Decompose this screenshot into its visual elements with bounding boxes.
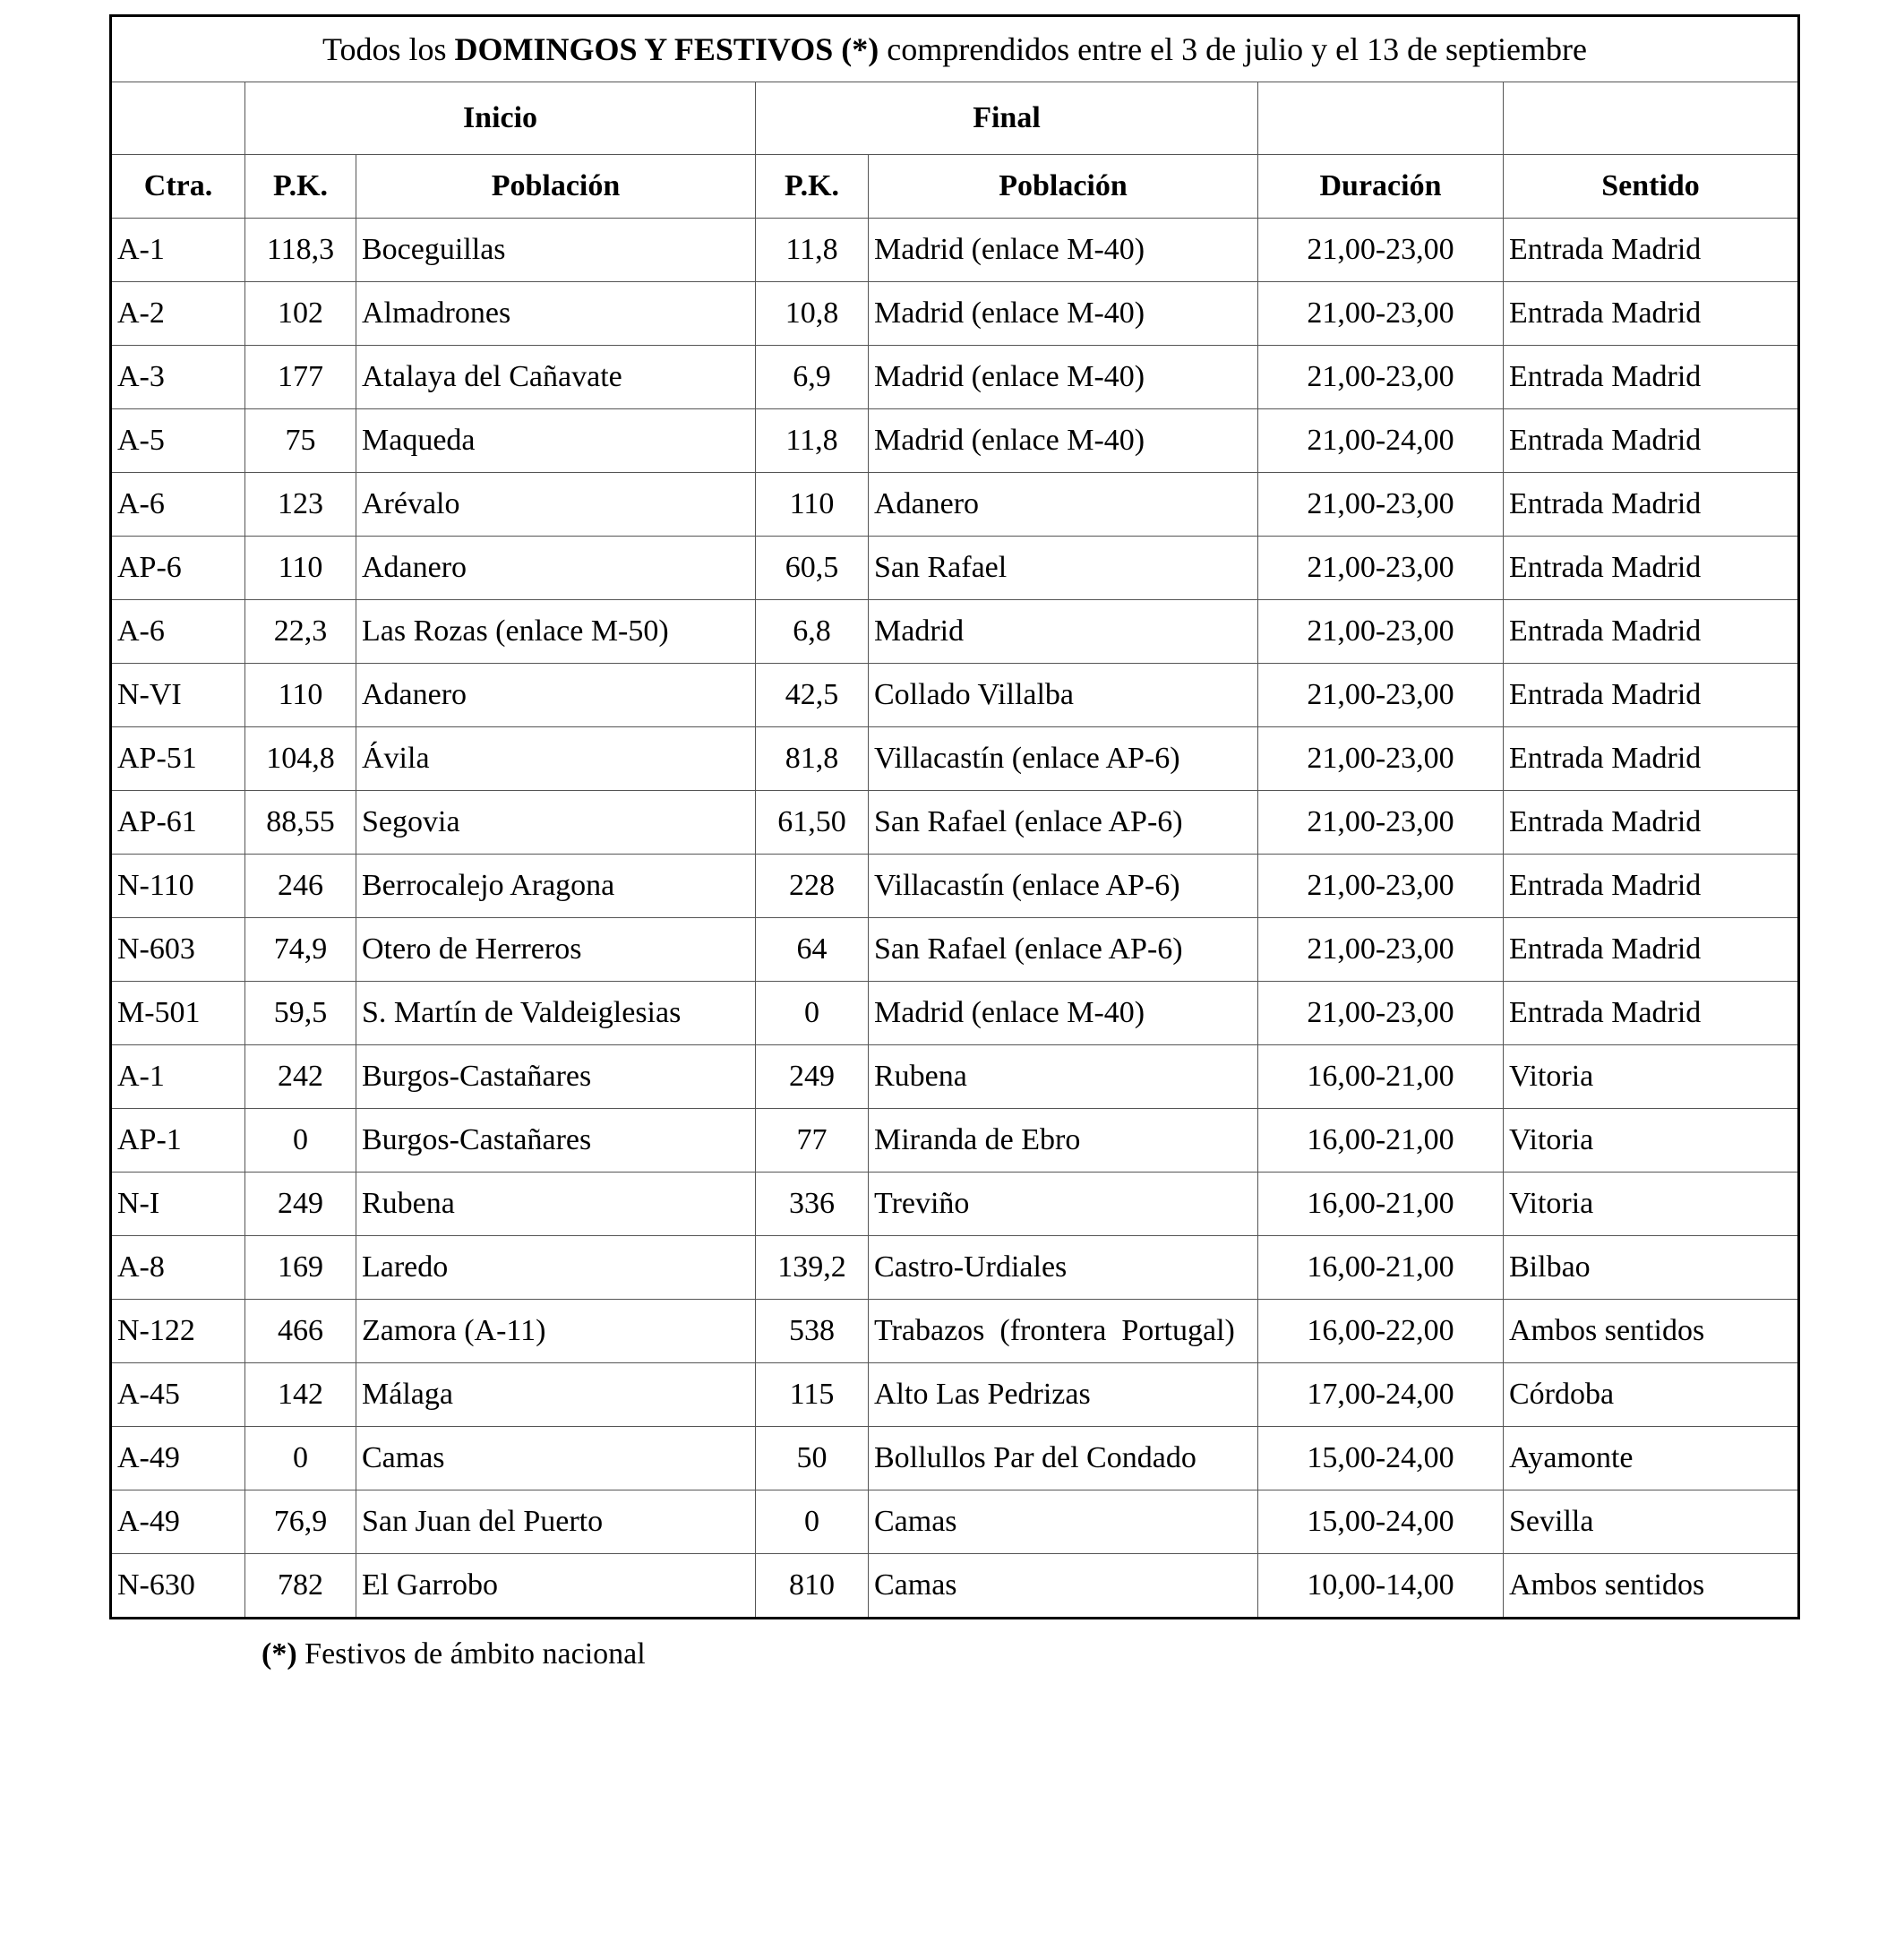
table-row bbox=[111, 1427, 1799, 1490]
group-header-empty bbox=[1504, 82, 1799, 155]
cell-pk-final: 64 bbox=[756, 918, 869, 982]
cell-poblacion-final: Camas bbox=[869, 1490, 1258, 1554]
cell-pk-inicio: 142 bbox=[245, 1363, 356, 1427]
table-row bbox=[111, 219, 1799, 282]
cell-pk-final: 77 bbox=[756, 1109, 869, 1173]
group-header-empty bbox=[1258, 82, 1504, 155]
cell-pk-inicio: 466 bbox=[245, 1300, 356, 1363]
cell-sentido: Entrada Madrid bbox=[1504, 346, 1799, 409]
cell-carretera: A-6 bbox=[111, 473, 245, 537]
cell-carretera: A-1 bbox=[111, 1045, 245, 1109]
cell-poblacion-final: Adanero bbox=[869, 473, 1258, 537]
cell-duracion: 16,00-21,00 bbox=[1258, 1236, 1504, 1300]
cell-sentido: Bilbao bbox=[1504, 1236, 1799, 1300]
cell-carretera: A-49 bbox=[111, 1427, 245, 1490]
cell-poblacion-final: Villacastín (enlace AP-6) bbox=[869, 855, 1258, 918]
cell-poblacion-final: Miranda de Ebro bbox=[869, 1109, 1258, 1173]
cell-poblacion-inicio: Boceguillas bbox=[356, 219, 756, 282]
table-row bbox=[111, 791, 1799, 855]
column-header: P.K. bbox=[756, 155, 869, 219]
cell-poblacion-inicio: Burgos-Castañares bbox=[356, 1109, 756, 1173]
cell-poblacion-inicio: Rubena bbox=[356, 1173, 756, 1236]
cell-sentido: Entrada Madrid bbox=[1504, 791, 1799, 855]
table-row bbox=[111, 1109, 1799, 1173]
cell-pk-inicio: 110 bbox=[245, 664, 356, 727]
cell-pk-inicio: 59,5 bbox=[245, 982, 356, 1045]
cell-poblacion-inicio: Camas bbox=[356, 1427, 756, 1490]
cell-poblacion-inicio: Arévalo bbox=[356, 473, 756, 537]
cell-poblacion-final: Alto Las Pedrizas bbox=[869, 1363, 1258, 1427]
cell-pk-final: 0 bbox=[756, 1490, 869, 1554]
cell-sentido: Vitoria bbox=[1504, 1109, 1799, 1173]
cell-duracion: 21,00-23,00 bbox=[1258, 600, 1504, 664]
column-header-row bbox=[111, 155, 1799, 219]
cell-duracion: 21,00-23,00 bbox=[1258, 282, 1504, 346]
cell-poblacion-final: Madrid (enlace M-40) bbox=[869, 982, 1258, 1045]
cell-duracion: 17,00-24,00 bbox=[1258, 1363, 1504, 1427]
cell-duracion: 10,00-14,00 bbox=[1258, 1554, 1504, 1619]
table-row bbox=[111, 855, 1799, 918]
cell-duracion: 15,00-24,00 bbox=[1258, 1490, 1504, 1554]
cell-pk-inicio: 118,3 bbox=[245, 219, 356, 282]
table-row bbox=[111, 1236, 1799, 1300]
table-row bbox=[111, 727, 1799, 791]
cell-duracion: 21,00-24,00 bbox=[1258, 409, 1504, 473]
cell-poblacion-inicio: Burgos-Castañares bbox=[356, 1045, 756, 1109]
cell-pk-inicio: 177 bbox=[245, 346, 356, 409]
cell-poblacion-inicio: Berrocalejo Aragona bbox=[356, 855, 756, 918]
cell-poblacion-final: Bollullos Par del Condado bbox=[869, 1427, 1258, 1490]
cell-poblacion-final: Madrid bbox=[869, 600, 1258, 664]
cell-pk-inicio: 76,9 bbox=[245, 1490, 356, 1554]
cell-pk-inicio: 88,55 bbox=[245, 791, 356, 855]
cell-poblacion-inicio: Las Rozas (enlace M-50) bbox=[356, 600, 756, 664]
table-row bbox=[111, 1554, 1799, 1619]
cell-poblacion-inicio: Adanero bbox=[356, 537, 756, 600]
cell-poblacion-final: San Rafael bbox=[869, 537, 1258, 600]
cell-poblacion-final: Madrid (enlace M-40) bbox=[869, 409, 1258, 473]
cell-poblacion-inicio: Almadrones bbox=[356, 282, 756, 346]
table-title: Todos los DOMINGOS Y FESTIVOS (*) comprendidos entre el 3 de julio y el 13 de septiembre bbox=[111, 16, 1799, 82]
cell-carretera: AP-51 bbox=[111, 727, 245, 791]
cell-duracion: 21,00-23,00 bbox=[1258, 727, 1504, 791]
cell-sentido: Entrada Madrid bbox=[1504, 409, 1799, 473]
cell-poblacion-final: Trabazos (frontera Portugal) bbox=[869, 1300, 1258, 1363]
cell-carretera: A-45 bbox=[111, 1363, 245, 1427]
cell-duracion: 16,00-21,00 bbox=[1258, 1109, 1504, 1173]
table-row bbox=[111, 982, 1799, 1045]
cell-poblacion-final: Madrid (enlace M-40) bbox=[869, 219, 1258, 282]
table-row bbox=[111, 1490, 1799, 1554]
cell-sentido: Entrada Madrid bbox=[1504, 537, 1799, 600]
cell-pk-final: 60,5 bbox=[756, 537, 869, 600]
cell-sentido: Entrada Madrid bbox=[1504, 282, 1799, 346]
cell-poblacion-inicio: El Garrobo bbox=[356, 1554, 756, 1619]
cell-pk-inicio: 123 bbox=[245, 473, 356, 537]
cell-duracion: 16,00-21,00 bbox=[1258, 1045, 1504, 1109]
cell-poblacion-final: San Rafael (enlace AP-6) bbox=[869, 791, 1258, 855]
cell-pk-final: 336 bbox=[756, 1173, 869, 1236]
cell-poblacion-inicio: Málaga bbox=[356, 1363, 756, 1427]
cell-carretera: A-1 bbox=[111, 219, 245, 282]
cell-poblacion-inicio: San Juan del Puerto bbox=[356, 1490, 756, 1554]
cell-carretera: N-122 bbox=[111, 1300, 245, 1363]
cell-sentido: Vitoria bbox=[1504, 1173, 1799, 1236]
column-header: Sentido bbox=[1504, 155, 1799, 219]
cell-sentido: Entrada Madrid bbox=[1504, 918, 1799, 982]
cell-carretera: AP-1 bbox=[111, 1109, 245, 1173]
footnote: (*) Festivos de ámbito nacional bbox=[262, 1637, 646, 1671]
table-row bbox=[111, 1363, 1799, 1427]
column-header: Ctra. bbox=[111, 155, 245, 219]
cell-carretera: A-2 bbox=[111, 282, 245, 346]
cell-poblacion-final: Castro-Urdiales bbox=[869, 1236, 1258, 1300]
cell-sentido: Entrada Madrid bbox=[1504, 982, 1799, 1045]
cell-poblacion-final: Collado Villalba bbox=[869, 664, 1258, 727]
cell-pk-final: 81,8 bbox=[756, 727, 869, 791]
table-row bbox=[111, 1045, 1799, 1109]
cell-pk-final: 810 bbox=[756, 1554, 869, 1619]
cell-poblacion-final: Treviño bbox=[869, 1173, 1258, 1236]
cell-sentido: Vitoria bbox=[1504, 1045, 1799, 1109]
cell-duracion: 21,00-23,00 bbox=[1258, 219, 1504, 282]
cell-poblacion-inicio: Zamora (A-11) bbox=[356, 1300, 756, 1363]
cell-poblacion-inicio: Maqueda bbox=[356, 409, 756, 473]
cell-duracion: 21,00-23,00 bbox=[1258, 537, 1504, 600]
cell-duracion: 21,00-23,00 bbox=[1258, 855, 1504, 918]
cell-pk-inicio: 249 bbox=[245, 1173, 356, 1236]
column-header: Duración bbox=[1258, 155, 1504, 219]
table-row bbox=[111, 664, 1799, 727]
table-row bbox=[111, 537, 1799, 600]
cell-pk-inicio: 242 bbox=[245, 1045, 356, 1109]
cell-pk-inicio: 110 bbox=[245, 537, 356, 600]
cell-poblacion-inicio: S. Martín de Valdeiglesias bbox=[356, 982, 756, 1045]
cell-duracion: 21,00-23,00 bbox=[1258, 346, 1504, 409]
column-header: Población bbox=[869, 155, 1258, 219]
cell-pk-final: 6,8 bbox=[756, 600, 869, 664]
cell-poblacion-final: Camas bbox=[869, 1554, 1258, 1619]
cell-pk-inicio: 782 bbox=[245, 1554, 356, 1619]
cell-pk-inicio: 0 bbox=[245, 1427, 356, 1490]
cell-duracion: 21,00-23,00 bbox=[1258, 918, 1504, 982]
table-row bbox=[111, 282, 1799, 346]
cell-carretera: A-3 bbox=[111, 346, 245, 409]
cell-pk-final: 50 bbox=[756, 1427, 869, 1490]
cell-sentido: Entrada Madrid bbox=[1504, 855, 1799, 918]
cell-carretera: A-5 bbox=[111, 409, 245, 473]
cell-pk-final: 538 bbox=[756, 1300, 869, 1363]
cell-duracion: 16,00-22,00 bbox=[1258, 1300, 1504, 1363]
cell-carretera: A-6 bbox=[111, 600, 245, 664]
cell-pk-final: 249 bbox=[756, 1045, 869, 1109]
cell-pk-final: 42,5 bbox=[756, 664, 869, 727]
group-header-row bbox=[111, 82, 1799, 155]
cell-carretera: M-501 bbox=[111, 982, 245, 1045]
cell-poblacion-final: San Rafael (enlace AP-6) bbox=[869, 918, 1258, 982]
table-title-row bbox=[111, 16, 1799, 82]
cell-sentido: Entrada Madrid bbox=[1504, 727, 1799, 791]
cell-pk-inicio: 0 bbox=[245, 1109, 356, 1173]
cell-carretera: A-49 bbox=[111, 1490, 245, 1554]
cell-poblacion-inicio: Otero de Herreros bbox=[356, 918, 756, 982]
cell-carretera: AP-61 bbox=[111, 791, 245, 855]
cell-pk-final: 10,8 bbox=[756, 282, 869, 346]
cell-poblacion-final: Madrid (enlace M-40) bbox=[869, 346, 1258, 409]
cell-pk-inicio: 102 bbox=[245, 282, 356, 346]
cell-sentido: Entrada Madrid bbox=[1504, 219, 1799, 282]
cell-duracion: 21,00-23,00 bbox=[1258, 982, 1504, 1045]
cell-sentido: Ambos sentidos bbox=[1504, 1554, 1799, 1619]
cell-pk-inicio: 246 bbox=[245, 855, 356, 918]
cell-pk-final: 6,9 bbox=[756, 346, 869, 409]
cell-pk-final: 61,50 bbox=[756, 791, 869, 855]
table-row bbox=[111, 409, 1799, 473]
cell-pk-inicio: 74,9 bbox=[245, 918, 356, 982]
cell-pk-final: 11,8 bbox=[756, 409, 869, 473]
cell-pk-inicio: 22,3 bbox=[245, 600, 356, 664]
table-row bbox=[111, 1300, 1799, 1363]
cell-pk-inicio: 75 bbox=[245, 409, 356, 473]
cell-carretera: N-110 bbox=[111, 855, 245, 918]
cell-pk-final: 139,2 bbox=[756, 1236, 869, 1300]
cell-pk-final: 228 bbox=[756, 855, 869, 918]
cell-pk-final: 0 bbox=[756, 982, 869, 1045]
cell-duracion: 16,00-21,00 bbox=[1258, 1173, 1504, 1236]
cell-sentido: Córdoba bbox=[1504, 1363, 1799, 1427]
cell-pk-inicio: 169 bbox=[245, 1236, 356, 1300]
cell-pk-final: 115 bbox=[756, 1363, 869, 1427]
column-header: Población bbox=[356, 155, 756, 219]
group-header-final: Final bbox=[756, 82, 1258, 155]
road-restrictions-table bbox=[109, 14, 1800, 1619]
cell-carretera: AP-6 bbox=[111, 537, 245, 600]
table-row bbox=[111, 473, 1799, 537]
group-header-empty bbox=[111, 82, 245, 155]
cell-carretera: N-I bbox=[111, 1173, 245, 1236]
table-row bbox=[111, 1173, 1799, 1236]
cell-poblacion-inicio: Atalaya del Cañavate bbox=[356, 346, 756, 409]
cell-poblacion-inicio: Segovia bbox=[356, 791, 756, 855]
cell-sentido: Ayamonte bbox=[1504, 1427, 1799, 1490]
cell-poblacion-final: Rubena bbox=[869, 1045, 1258, 1109]
cell-poblacion-inicio: Laredo bbox=[356, 1236, 756, 1300]
cell-carretera: N-VI bbox=[111, 664, 245, 727]
cell-sentido: Sevilla bbox=[1504, 1490, 1799, 1554]
cell-sentido: Entrada Madrid bbox=[1504, 664, 1799, 727]
cell-pk-final: 110 bbox=[756, 473, 869, 537]
table-row bbox=[111, 918, 1799, 982]
cell-carretera: N-630 bbox=[111, 1554, 245, 1619]
cell-poblacion-final: Madrid (enlace M-40) bbox=[869, 282, 1258, 346]
cell-poblacion-inicio: Adanero bbox=[356, 664, 756, 727]
cell-poblacion-final: Villacastín (enlace AP-6) bbox=[869, 727, 1258, 791]
cell-duracion: 15,00-24,00 bbox=[1258, 1427, 1504, 1490]
column-header: P.K. bbox=[245, 155, 356, 219]
cell-pk-final: 11,8 bbox=[756, 219, 869, 282]
cell-duracion: 21,00-23,00 bbox=[1258, 473, 1504, 537]
table-row bbox=[111, 346, 1799, 409]
cell-duracion: 21,00-23,00 bbox=[1258, 791, 1504, 855]
cell-sentido: Ambos sentidos bbox=[1504, 1300, 1799, 1363]
cell-carretera: N-603 bbox=[111, 918, 245, 982]
cell-duracion: 21,00-23,00 bbox=[1258, 664, 1504, 727]
cell-sentido: Entrada Madrid bbox=[1504, 473, 1799, 537]
cell-carretera: A-8 bbox=[111, 1236, 245, 1300]
cell-pk-inicio: 104,8 bbox=[245, 727, 356, 791]
table-row bbox=[111, 600, 1799, 664]
group-header-inicio: Inicio bbox=[245, 82, 756, 155]
cell-sentido: Entrada Madrid bbox=[1504, 600, 1799, 664]
cell-poblacion-inicio: Ávila bbox=[356, 727, 756, 791]
